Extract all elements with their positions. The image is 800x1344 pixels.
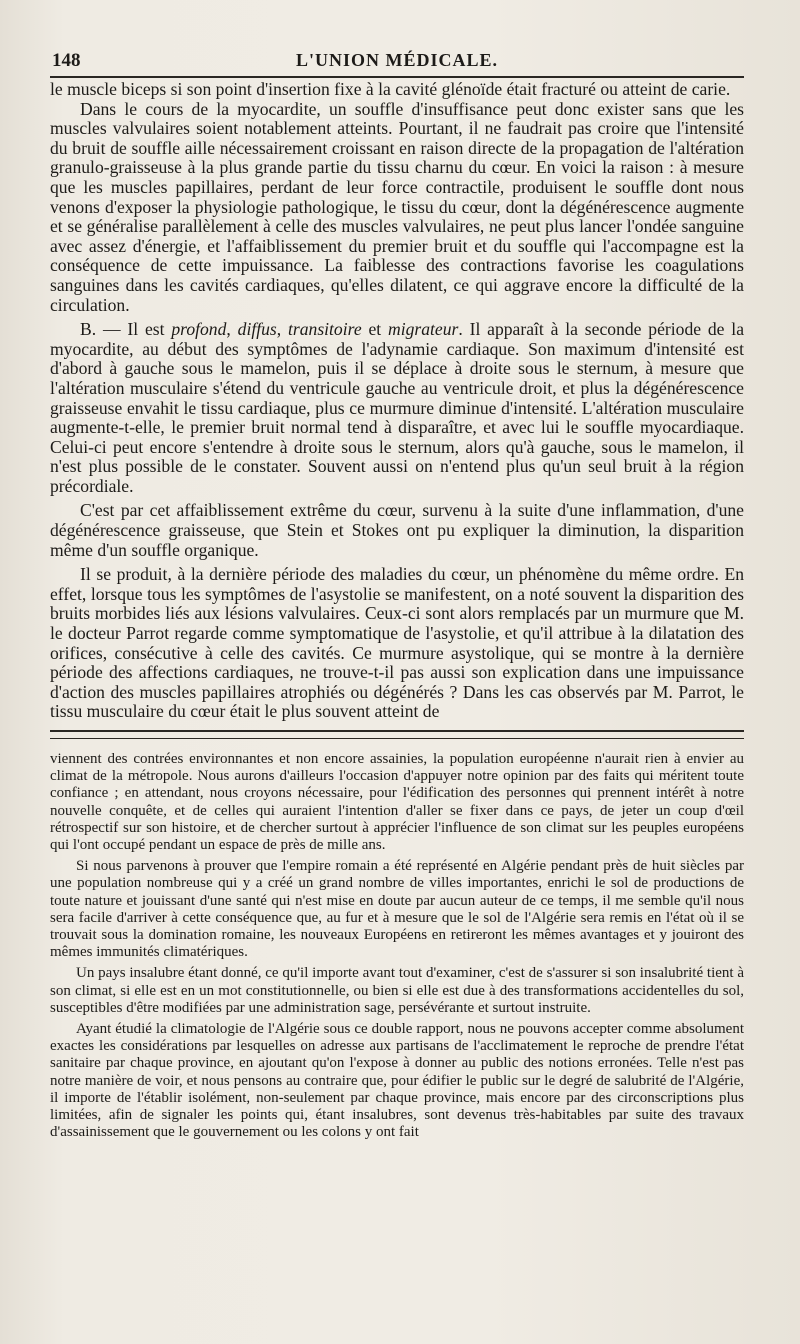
paragraph-continuation: le muscle biceps si son point d'insertion fixe à la cavité glénoïde était fracturé ou atteint de carie. [50, 79, 731, 99]
footnote-paragraph-empire-romain: Si nous parvenons à prouver que l'empire romain a été représenté en Algérie pendant près de huit siècles par une population nombreuse qui y a créé un grand nombre de villes importantes, enrichi le sol de productions de toute nature et jouissant d'une santé qui n'est mise en doute par aucun auteur de ce temps, il me semble qu'il nous sera facile d'arriver à cette conséquence que, au fur et à mesure que le sol de l'Algérie sera remis en l'état où il se trouvait sous la domination romaine, les nouveaux Européens en retireront les mêmes avantages et y jouiront des mêmes immunités climatériques. [50, 858, 744, 961]
paragraph-asystolie: Il se produit, à la dernière période des maladies du cœur, un phénomène du même ordre. En effet, lorsque tous les symptômes de l'asystolie se manifestent, on a noté souvent la disparition des bruits morbides liés aux lésions valvulaires. Ceux-ci sont alors remplacés par un murmure que M. le docteur Parrot regarde comme symptomatique de l'asystolie, et qu'il attribue à la dilatation des orifices, consécutive à celle des cavités. Ce murmure asystolique, qui se montre à la dernière période des affections cardiaques, ne trouve-t-il pas aussi son explication dans une impuissance d'action des muscles papillaires atrophiés ou dégénérés ? Dans les cas observés par M. Parrot, le tissu musculaire du cœur était le plus souvent atteint de [50, 564, 744, 722]
term-profond: profond [171, 319, 227, 340]
paragraph-stein-stokes: C'est par cet affaiblissement extrême du cœur, survenu à la suite d'une inflammation, d'une dégénérescence graisseuse, que Stein et Stokes ont pu expliquer la diminution, la disparition même d'un souffle organique. [50, 500, 744, 560]
page-header [50, 50, 744, 78]
conjunction: et [361, 319, 388, 340]
running-title: L'UNION MÉDICALE. [295, 50, 499, 70]
comma: , [226, 319, 238, 340]
term-diffus: diffus [237, 319, 277, 340]
footnote-paragraph-climatologie: Ayant étudié la climatologie de l'Algérie sous ce double rapport, nous ne pouvons accepter comme absolument exactes les considérations par lesquelles on adresse aux partisans de l'acclimatement le reproche de prendre l'état sanitaire par chaque province, en ajoutant qu'on l'expose à donner au public des notions erronées. Telle n'est pas notre manière de voir, et nous pensons au contraire que, pour édifier le public sur le degré de salubrité de l'Algérie, il importe de l'établir isolément, non-seulement par chaque province, mais encore par des circonscriptions plus limitées, afin de signaler les points qui, étant insalubres, sont devenus très-habitables par suite des travaux d'assainissement que le gouvernement ou les colons y ont fait [50, 1021, 744, 1141]
footnote-text [50, 751, 744, 1141]
section-b-body: . Il apparaît à la seconde période de la myocardite, au début des symptômes de l'adynamie cardiaque. Son maximum d'intensité est d'abord à gauche sous le mamelon, puis il se déplace à droite sous le sternum, à mesure que l'altération musculaire s'étend du ventricule gauche au ventricule droit, et plus la dégénérescence graisseuse envahit le tissu cardiaque, plus ce murmure diminue d'intensité. L'altération musculaire augmente-t-elle, le premier bruit normal tend à disparaître, et avec lui le souffle myocardiaque. Celui-ci peut encore s'entendre à droite sous le sternum, alors qu'à gauche, sous le mamelon, il n'est plus possible de le constater. Souvent aussi on n'entend plus qu'un seul bruit à la région précordiale. [50, 319, 745, 496]
term-migrateur: migrateur [387, 319, 459, 340]
paragraph-myocardite: Dans le cours de la myocardite, un souffle d'insuffisance peut donc exister sans que les muscles valvulaires soient notablement atteints. Pourtant, il ne faudrait pas croire que l'intensité du bruit de souffle aille nécessairement croissant en raison directe de la propagation de l'altération granulo-graisseuse à la plus grande partie du tissu charnu du cœur. En voici la raison : à mesure que les muscles papillaires, perdant de leur force contractile, produisent le souffle dont nous venons d'exposer la physiologie pathologique, le tissu du cœur, dont la dégénérescence augmente et se généralise parallèlement à celle des muscles valvulaires, ne peut plus lancer l'ondée sanguine avec assez d'énergie, et l'affaiblissement du premier bruit et du souffle qui l'accompagne est la conséquence de cette impuissance. La faiblesse des contractions favorise les coagulations sanguines dans les cavités cardiaques, qu'elles dilatent, ce qui aggrave encore la difficulté de la circulation. [50, 98, 744, 315]
section-b-lead: B. — Il est [80, 319, 172, 340]
footnote-paragraph-population: viennent des contrées environnantes et non encore assainies, la population européenne n'aurait rien à envier au climat de la métropole. Nous aurons d'ailleurs l'occasion d'appuyer notre opinion par des faits qui méritent toute confiance ; en attendant, nous croyons nécessaire, pour l'édification des personnes qui prennent intérêt à notre nouvelle conquête, et de celles qui auraient l'intention d'aller se fixer dans ce pays, de jeter un coup d'œil rétrospectif sur son histoire, et de chercher surtout à apprécier l'influence de son climat sur les peuples européens qui l'ont occupé pendant un espace de près de mille ans. [50, 751, 744, 854]
comma: , [276, 319, 288, 340]
main-text [50, 80, 744, 722]
page-number: 148 [52, 50, 81, 71]
footnote-separator [50, 730, 744, 739]
footnote-paragraph-pays-insalubre: Un pays insalubre étant donné, ce qu'il importe avant tout d'examiner, c'est de s'assurer si son insalubrité tient à son climat, si elle est en un mot constitutionnelle, ou bien si elle est due à des transformations accidentelles du sol, susceptibles d'être modifiées par une administration sage, persévérante et surtout instruite. [50, 965, 744, 1016]
term-transitoire: transitoire [287, 319, 362, 340]
paragraph-section-b [50, 320, 744, 496]
